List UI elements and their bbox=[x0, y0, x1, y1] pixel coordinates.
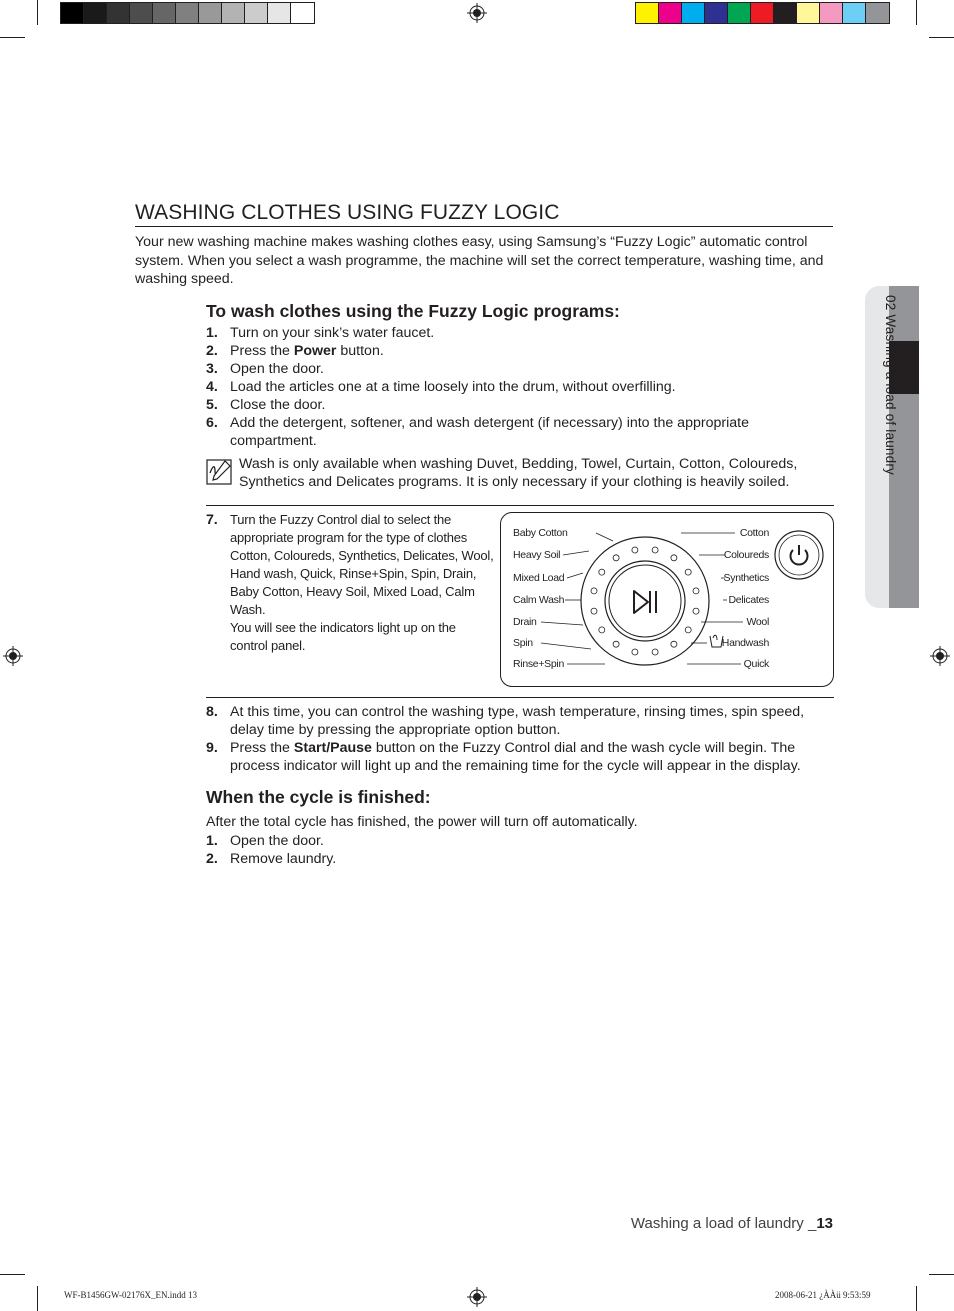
section-heading-cycle-finished: When the cycle is finished: bbox=[206, 787, 431, 807]
program-label[interactable]: Baby Cotton bbox=[513, 527, 568, 539]
list-item: 2. Remove laundry. bbox=[206, 851, 337, 867]
steps-list bbox=[206, 324, 834, 450]
chapter-tab-label: 02 Washing a load of laundry bbox=[883, 295, 898, 475]
note-box bbox=[206, 455, 834, 491]
program-indicator-dot bbox=[591, 608, 597, 614]
color-swatch bbox=[797, 3, 820, 23]
program-indicator-dot bbox=[671, 555, 677, 561]
lead-line bbox=[541, 643, 591, 649]
dial-inner-ring bbox=[605, 561, 685, 641]
program-label[interactable]: Calm Wash bbox=[513, 594, 565, 606]
crop-mark bbox=[916, 1286, 917, 1311]
fuzzy-control-panel bbox=[500, 512, 834, 687]
program-indicator-dot bbox=[671, 641, 677, 647]
program-indicator-dot bbox=[632, 649, 638, 655]
page-title: WASHING CLOTHES USING FUZZY LOGIC bbox=[135, 200, 833, 227]
color-swatch bbox=[636, 3, 659, 23]
divider bbox=[206, 697, 834, 698]
page-footer: Washing a load of laundry _13 bbox=[630, 1215, 833, 1232]
crop-mark bbox=[37, 0, 38, 25]
program-indicator-dot bbox=[599, 627, 605, 633]
divider bbox=[206, 505, 834, 506]
program-label[interactable]: Wool bbox=[746, 616, 769, 628]
color-swatch bbox=[153, 3, 176, 23]
registration-mark-icon bbox=[467, 3, 487, 23]
program-label[interactable]: Cotton bbox=[739, 527, 769, 539]
list-item: 1. Turn on your sink’s water faucet. bbox=[206, 325, 435, 341]
page-number: 13 bbox=[816, 1215, 833, 1232]
list-item: 2. Press the Power button. bbox=[206, 343, 384, 359]
registration-mark-icon bbox=[930, 646, 950, 666]
lead-line bbox=[567, 573, 583, 578]
crop-mark bbox=[0, 1274, 25, 1275]
program-label[interactable]: Synthetics bbox=[723, 572, 769, 584]
power-button-label: Power bbox=[293, 343, 337, 359]
color-swatch bbox=[774, 3, 797, 23]
color-swatch bbox=[291, 3, 314, 23]
color-swatch bbox=[61, 3, 84, 23]
program-indicator-dot bbox=[652, 649, 658, 655]
color-swatch bbox=[199, 3, 222, 23]
program-label[interactable]: Drain bbox=[513, 616, 537, 628]
intro-paragraph: Your new washing machine makes washing clothes easy, using Samsung’s “Fuzzy Logic” automatic control system. When you select a wash programme, the machine will set the correct temperature, washing time, and washing speed. bbox=[135, 234, 824, 287]
registration-mark-icon bbox=[467, 1287, 487, 1307]
color-swatch bbox=[268, 3, 291, 23]
program-indicator-dot bbox=[693, 608, 699, 614]
program-label[interactable]: Delicates bbox=[728, 594, 769, 606]
crop-mark bbox=[929, 37, 954, 38]
color-swatch bbox=[682, 3, 705, 23]
note-text: Wash is only available when washing Duvet, Bedding, Towel, Curtain, Cotton, Coloureds, Synthetics and Delicates programs. It is only necessary if your clothing is heavily soiled. bbox=[239, 456, 798, 490]
color-swatch bbox=[659, 3, 682, 23]
color-swatch bbox=[751, 3, 774, 23]
program-indicator-dot bbox=[632, 547, 638, 553]
color-swatch bbox=[107, 3, 130, 23]
color-swatch bbox=[866, 3, 889, 23]
color-swatch bbox=[222, 3, 245, 23]
color-swatch bbox=[728, 3, 751, 23]
program-indicator-dot bbox=[652, 547, 658, 553]
slug-timestamp: 2008-06-21 ¿ÀÀü 9:53:59 bbox=[775, 1290, 871, 1300]
color-swatch bbox=[705, 3, 728, 23]
color-swatch bbox=[84, 3, 107, 23]
list-item: 9. Press the Start/Pause button on the Fuzzy Control dial and the wash cycle will begin. The process indicator will light up and the remaining time for the cycle will appear in the display. bbox=[206, 740, 801, 774]
power-icon[interactable] bbox=[775, 531, 823, 579]
lead-line bbox=[541, 622, 583, 625]
program-indicator-dots bbox=[591, 547, 699, 655]
color-swatch bbox=[843, 3, 866, 23]
steps-list-continued bbox=[206, 703, 834, 775]
registration-mark-icon bbox=[3, 646, 23, 666]
program-label[interactable]: Handwash bbox=[721, 637, 769, 649]
cycle-finished-text: After the total cycle has finished, the power will turn off automatically. bbox=[206, 814, 638, 830]
color-swatch bbox=[820, 3, 843, 23]
list-item: 8. At this time, you can control the washing type, wash temperature, rinsing times, spin speed, delay time by pressing the appropriate option button. bbox=[206, 704, 805, 738]
section-heading-fuzzy-logic: To wash clothes using the Fuzzy Logic programs: bbox=[206, 301, 620, 321]
program-indicator-dot bbox=[613, 555, 619, 561]
start-pause-button bbox=[609, 565, 681, 637]
program-indicator-dot bbox=[599, 569, 605, 575]
list-item: 1. Open the door. bbox=[206, 833, 324, 849]
list-item: 7. Turn the Fuzzy Control dial to select the appropriate program for the type of clothes Cotton, Coloureds, Synthetics, Delicates, Wool, Hand wash, Quick, Rinse+Spin, Spin, Drain, Baby Cotton, Heavy Soil, Mixed Load, Calm Wash. You will see the indicators light up on the control panel. bbox=[206, 512, 494, 653]
program-indicator-dot bbox=[685, 627, 691, 633]
color-swatch bbox=[245, 3, 268, 23]
color-swatch bbox=[130, 3, 153, 23]
program-label[interactable]: Mixed Load bbox=[513, 572, 565, 584]
note-pencil-icon bbox=[206, 459, 232, 485]
step7-text: Turn the Fuzzy Control dial to select the appropriate program for the type of clothes Cotton, Coloureds, Synthetics, Delicates, Wool, Hand wash, Quick, Rinse+Spin, Spin, Drain, Baby Cotton, Heavy Soil, Mixed Load, Calm Wash. bbox=[230, 512, 494, 617]
list-item: 4. Load the articles one at a time loosely into the drum, without overfilling. bbox=[206, 379, 676, 395]
slug-file-info: WF-B1456GW-02176X_EN.indd 13 bbox=[64, 1290, 197, 1300]
list-item: 6. Add the detergent, softener, and wash detergent (if necessary) into the appropriate compartment. bbox=[206, 415, 749, 449]
list-item: 5. Close the door. bbox=[206, 397, 326, 413]
program-indicator-dot bbox=[591, 588, 597, 594]
program-label[interactable]: Quick bbox=[743, 658, 769, 670]
program-label[interactable]: Coloureds bbox=[723, 549, 769, 561]
lead-line bbox=[563, 551, 589, 555]
crop-mark bbox=[916, 0, 917, 25]
program-indicator-dot bbox=[685, 569, 691, 575]
lead-line bbox=[596, 533, 613, 541]
program-indicator-dot bbox=[693, 588, 699, 594]
step7-text-2: You will see the indicators light up on the control panel. bbox=[230, 620, 456, 653]
program-label[interactable]: Rinse+Spin bbox=[513, 658, 564, 670]
program-label[interactable]: Spin bbox=[513, 637, 533, 649]
gray-swatch-bar bbox=[60, 2, 315, 24]
crop-mark bbox=[0, 37, 25, 38]
color-swatch bbox=[176, 3, 199, 23]
start-pause-label: Start/Pause bbox=[293, 740, 372, 756]
program-label[interactable]: Heavy Soil bbox=[513, 549, 561, 561]
play-pause-icon[interactable] bbox=[634, 591, 656, 613]
crop-mark bbox=[37, 1286, 38, 1311]
list-item: 3. Open the door. bbox=[206, 361, 324, 377]
color-swatch-bar bbox=[635, 2, 890, 24]
finish-steps-list bbox=[206, 832, 834, 868]
program-indicator-dot bbox=[613, 641, 619, 647]
crop-mark bbox=[929, 1274, 954, 1275]
dial-outer-ring bbox=[581, 537, 709, 665]
